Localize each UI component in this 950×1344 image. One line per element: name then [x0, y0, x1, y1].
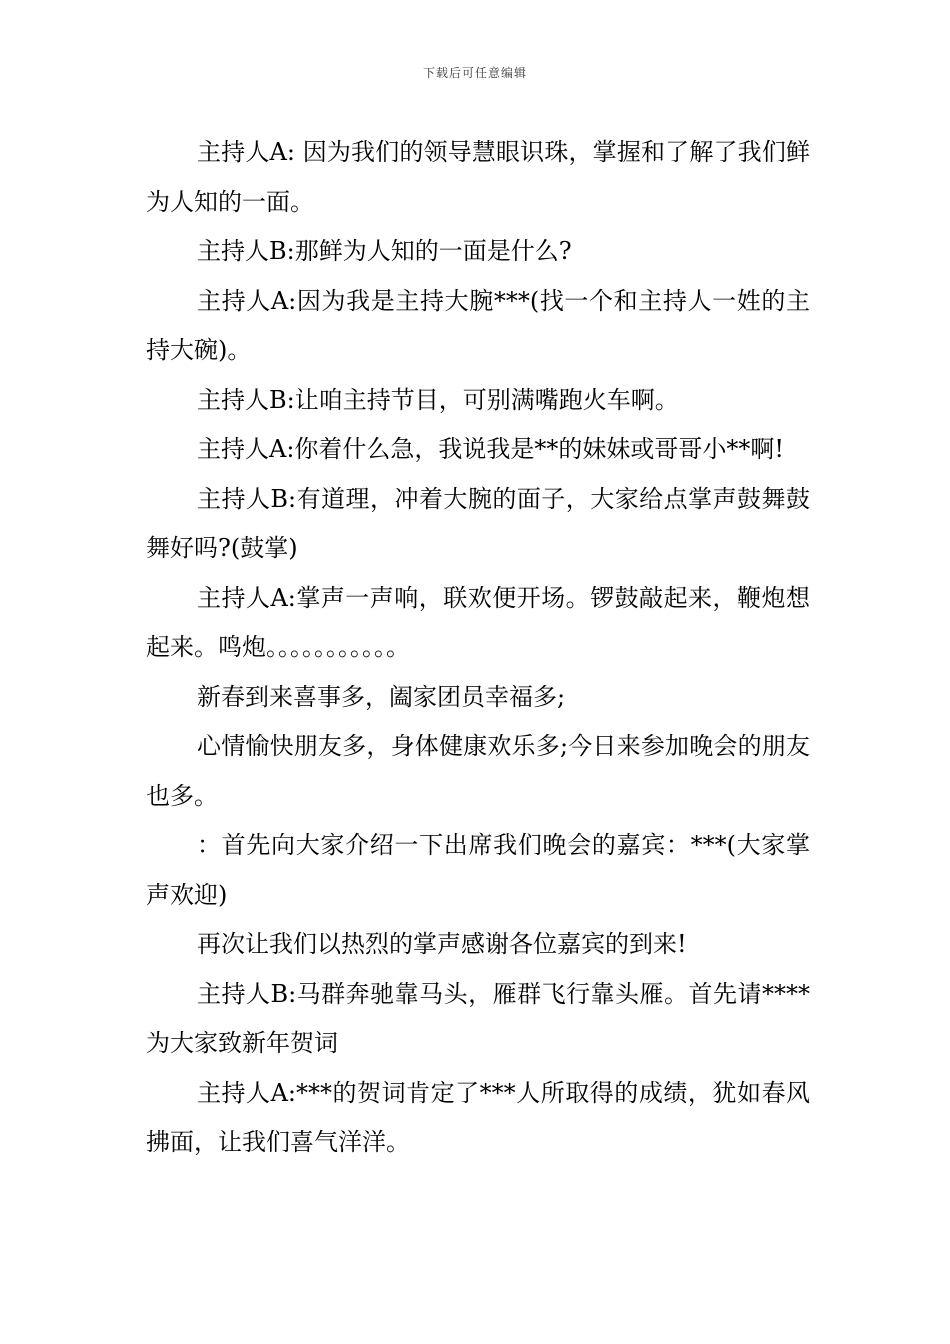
paragraph: 主持人B:让咱主持节目，可别满嘴跑火车啊。 — [197, 385, 679, 414]
paragraph: 主持人B:那鲜为人知的一面是什么? — [197, 237, 572, 265]
page-header: 下载后可任意编辑 — [422, 66, 527, 80]
paragraph: ：首先向大家介绍一下出席我们晚会的嘉宾：***(大家掌声欢迎) — [146, 831, 810, 909]
paragraph: 新春到来喜事多，阖家团员幸福多; — [197, 682, 566, 711]
paragraph: 主持人B:有道理，冲着大腕的面子，大家给点掌声鼓舞鼓舞好吗?(鼓掌) — [146, 484, 810, 562]
paragraph: 心情愉快朋友多，身体健康欢乐多;今日来参加晚会的朋友也多。 — [146, 732, 810, 810]
paragraph: 主持人A:掌声一声响，联欢便开场。锣鼓敲起来，鞭炮想起来。鸣炮。。。。。。。。。。。 — [146, 583, 810, 661]
paragraph: 主持人A:***的贺词肯定了***人所取得的成绩，犹如春风拂面，让我们喜气洋洋。 — [146, 1078, 810, 1156]
document-body — [146, 128, 810, 1168]
paragraph: 主持人A:你着什么急，我说我是**的妹妹或哥哥小**啊! — [197, 435, 785, 463]
paragraph: 再次让我们以热烈的掌声感谢各位嘉宾的到来! — [197, 930, 687, 958]
paragraph: 主持人A:因为我是主持大腕***(找一个和主持人一姓的主持大碗)。 — [146, 286, 810, 364]
paragraph: 主持人B:马群奔驰靠马头，雁群飞行靠头雁。首先请****为大家致新年贺词 — [146, 979, 810, 1057]
paragraph: 主持人A: 因为我们的领导慧眼识珠，掌握和了解了我们鲜为人知的一面。 — [146, 138, 810, 216]
